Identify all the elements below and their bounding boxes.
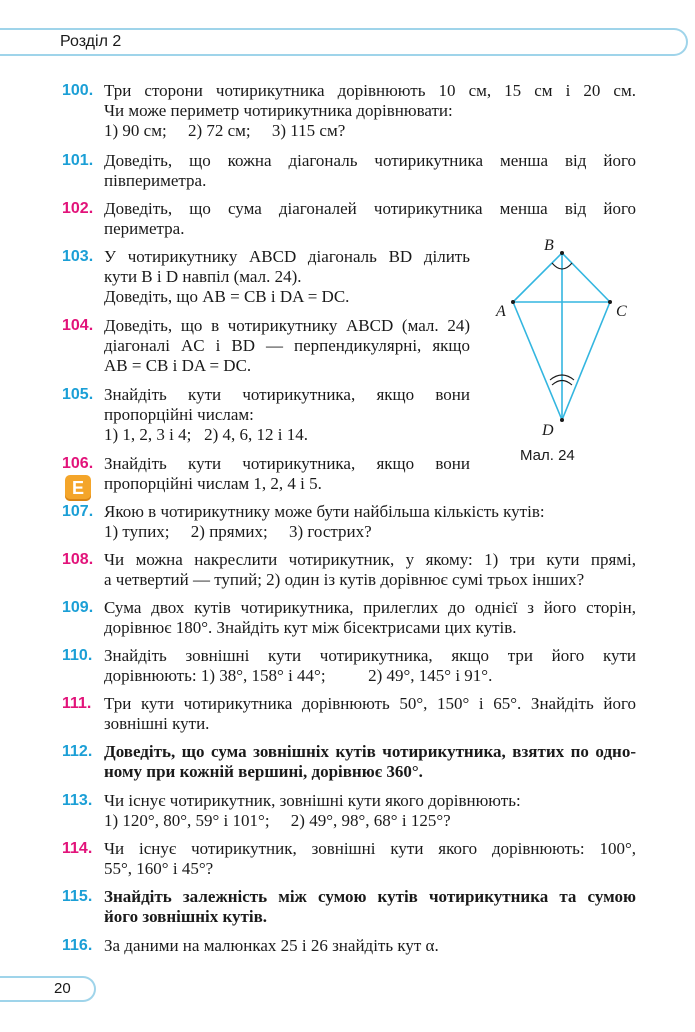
side-cd <box>562 302 610 420</box>
problem-line: Три сторони чотирикутника дорівнюють 10 см, 15 см і 20 см. <box>104 81 636 100</box>
problem-line: Доведіть, що AB = CB і DA = DC. <box>104 287 350 306</box>
problem-line: Доведіть, що кожна діагональ чотирикутника менша від його <box>104 151 636 170</box>
label-c: C <box>616 303 627 320</box>
problem-line: 1) тупих; 2) прямих; 3) гострих? <box>104 522 372 541</box>
problem-line: пропорційні числам 1, 2, 4 і 5. <box>104 474 322 493</box>
problem-number: 100. <box>62 82 94 99</box>
problem-line: У чотирикутнику ABCD діагональ BD ділить <box>104 247 470 266</box>
problem-number: 116. <box>62 937 93 954</box>
problem-line: пропорційні числам: <box>104 405 254 424</box>
problem-line: його зовнішніх кутів. <box>104 907 268 926</box>
problem-line: 1) 120°, 80°, 59° і 101°; 2) 49°, 98°, 68° і 125°? <box>104 811 451 830</box>
label-b: B <box>544 237 554 254</box>
problem-number: 113. <box>62 792 93 809</box>
page-number-tab <box>0 976 96 1002</box>
problem-line: Сума двох кутів чотирикутника, прилеглих до однієї з його сторін, <box>104 598 636 617</box>
point-c <box>608 300 612 304</box>
problem-line: Доведіть, що в чотирикутнику ABCD (мал. 24) <box>104 316 470 335</box>
side-ad <box>513 302 562 420</box>
problem-number: 108. <box>62 551 94 568</box>
label-d: D <box>542 422 554 439</box>
problem-number: 114. <box>62 840 93 857</box>
side-bc <box>562 253 610 302</box>
problem-line: діагоналі AC і BD — перпендикулярні, якщо <box>104 336 470 355</box>
problem-line: Знайдіть кути чотирикутника, якщо вони <box>104 385 470 404</box>
problem-line: ному при кожній вершині, дорівнює 360°. <box>104 762 423 781</box>
problem-number: 111. <box>62 695 92 712</box>
problem-line: периметра. <box>104 219 185 238</box>
problem-line: Якою в чотирикутнику може бути найбільша кількість кутів: <box>104 502 545 521</box>
kite-figure <box>480 230 640 445</box>
point-a <box>511 300 515 304</box>
problem-line: Знайдіть залежність між сумою кутів чотирикутника та сумою <box>104 887 636 906</box>
problem-number: 103. <box>62 248 94 265</box>
problem-number: 106. <box>62 455 94 472</box>
problem-line: AB = CB і DA = DC. <box>104 356 252 375</box>
problem-line: а четвертий — тупий; 2) один із кутів дорівнює сумі трьох інших? <box>104 570 585 589</box>
problem-line: Чи існує чотирикутник, зовнішні кути якого дорівнюють: <box>104 791 521 810</box>
figure-caption: Мал. 24 <box>520 447 575 464</box>
problem-line: 1) 90 см; 2) 72 см; 3) 115 см? <box>104 121 346 140</box>
problem-line: зовнішні кути. <box>104 714 210 733</box>
problem-line: За даними на малюнках 25 і 26 знайдіть кут α. <box>104 936 439 955</box>
label-a: A <box>496 303 506 320</box>
problem-line: Чи існує чотирикутник, зовнішні кути якого дорівнюють: 100°, <box>104 839 636 858</box>
problem-number: 112. <box>62 743 93 760</box>
problem-number: 102. <box>62 200 94 217</box>
section-title: Розділ 2 <box>60 33 122 50</box>
problem-line: 1) 1, 2, 3 і 4; 2) 4, 6, 12 і 14. <box>104 425 308 444</box>
problem-line: дорівнюють: 1) 38°, 158° і 44°; 2) 49°, 145° і 91°. <box>104 666 493 685</box>
page-number: 20 <box>54 980 71 997</box>
problem-line: Доведіть, що сума зовнішніх кутів чотирикутника, взятих по одно- <box>104 742 636 761</box>
problem-line: Чи можна накреслити чотирикутник, у якому: 1) три кути прямі, <box>104 550 636 569</box>
point-b <box>560 251 564 255</box>
problem-line: кути B і D навпіл (мал. 24). <box>104 267 302 286</box>
problem-line: Доведіть, що сума діагоналей чотирикутника менша від його <box>104 199 636 218</box>
problem-number: 107. <box>62 503 94 520</box>
side-ab <box>513 253 562 302</box>
point-d <box>560 418 564 422</box>
problem-number: 110. <box>62 647 93 664</box>
problem-line: Знайдіть зовнішні кути чотирикутника, якщо три його кути <box>104 646 636 665</box>
problem-line: Чи може периметр чотирикутника дорівнювати: <box>104 101 453 120</box>
problem-line: дорівнює 180°. Знайдіть кут між бісектрисами цих кутів. <box>104 618 517 637</box>
problem-number: 105. <box>62 386 94 403</box>
problem-number: 109. <box>62 599 94 616</box>
problem-number: 101. <box>62 152 94 169</box>
problem-number: 115. <box>62 888 93 905</box>
problem-line: 55°, 160° і 45°? <box>104 859 214 878</box>
problem-line: півпериметра. <box>104 171 207 190</box>
problem-line: Знайдіть кути чотирикутника, якщо вони <box>104 454 470 473</box>
problem-line: Три кути чотирикутника дорівнюють 50°, 150° і 65°. Знайдіть його <box>104 694 636 713</box>
e-badge-icon: E <box>65 475 91 501</box>
problem-number: 104. <box>62 317 94 334</box>
